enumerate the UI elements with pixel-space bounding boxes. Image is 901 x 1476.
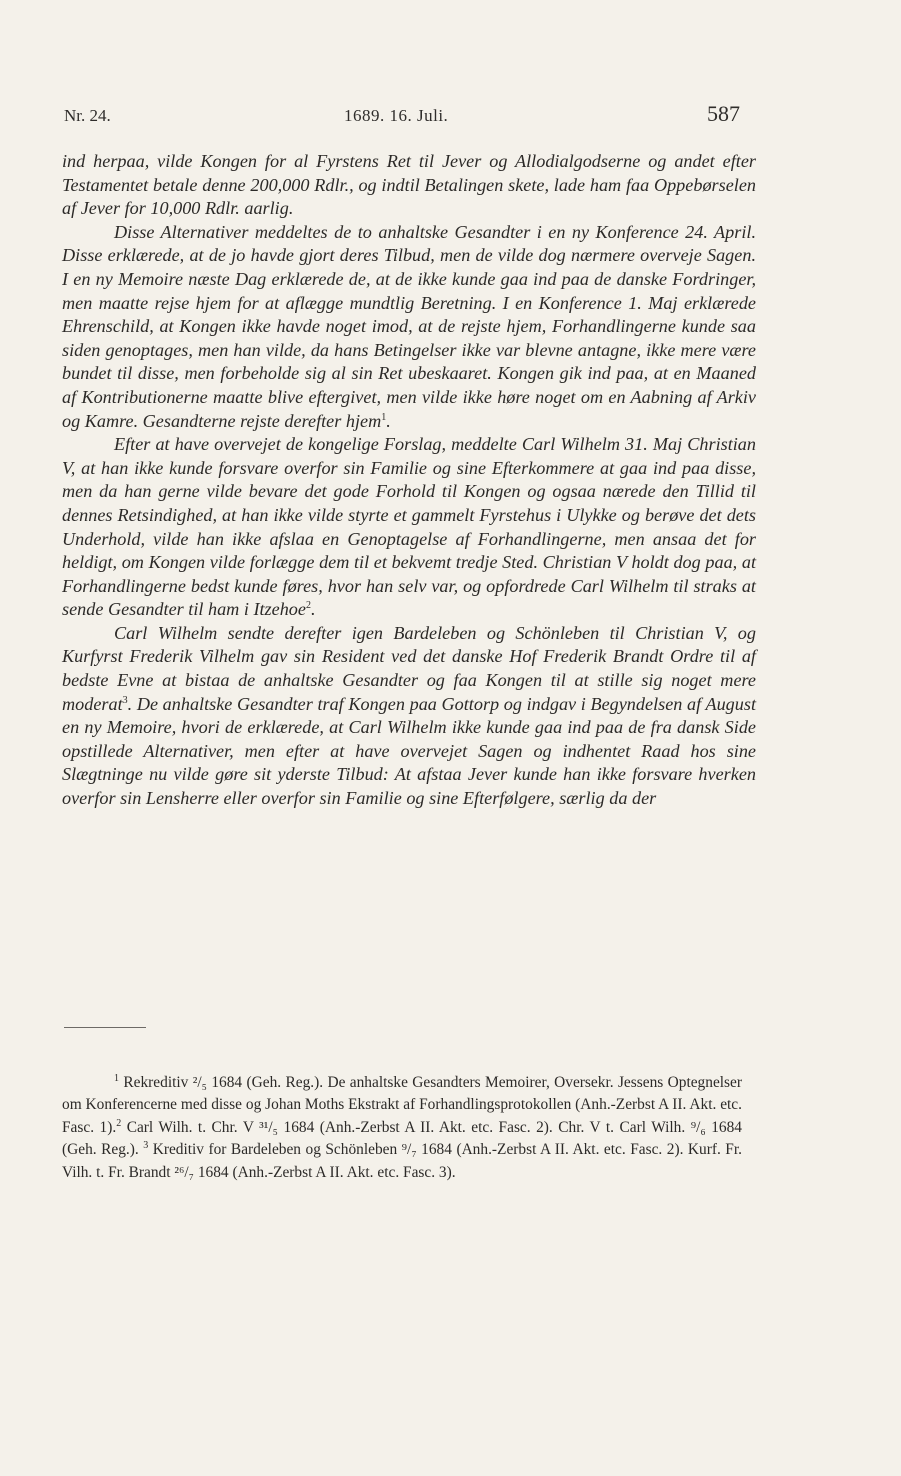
footnote-divider — [64, 1027, 146, 1028]
footnote-1-mark: 1 — [114, 1072, 119, 1084]
paragraph-4 — [62, 622, 756, 811]
footnote-1-text: Rekreditiv ²/₅ 1684 (Geh. Reg.). De anhaltske Gesandters Memoirer, Oversekr. Jessens Optegnelser om Konferencerne med disse og Johan Moths Ekstrakt af Forhandlingsprotokollen (Anh.-Zerbst A II. Akt. etc. Fasc. 1). — [62, 1074, 742, 1136]
paragraph-1 — [62, 150, 756, 221]
header-date: 1689. 16. Juli. — [344, 106, 449, 125]
footnote-2-mark: 2 — [116, 1117, 122, 1129]
paragraph-2-text: Disse Alternativer meddeltes de to anhaltske Gesandter i en ny Konference 24. April. Disse erklærede, at de jo havde gjort deres Tilbud, men de vilde dog nærmere overveje Sagen. I en ny Memoire næste Dag erklærede de, at de ikke kunde gaa ind paa de danske Fordringer, men maatte rejse hjem for at aflægge mundtlig Beretning. I en Konference 1. Maj erklærede Ehrenschild, at Kongen ikke havde noget imod, at de rejste hjem, Forhandlingerne kunde saa siden genoptages, men han vilde, da hans Betingelser ikke var blevne antagne, ikke mere være bundet til disse, men forbeholde sig al sin Ret ubeskaaret. Kongen gik ind paa, at en Maaned af Kontributionerne maatte blive eftergivet, men vilde ikke høre noget om en Aabning af Arkiv og Kamre. Gesandterne rejste derefter hjem — [62, 221, 756, 431]
running-header — [64, 101, 740, 128]
footnote-2-text: Carl Wilh. t. Chr. V ³¹/₅ 1684 (Anh.-Zerbst A II. Akt. etc. Fasc. 2). Chr. V t. Carl Wilh. ⁹/₆ 1684 (Geh. Reg.). — [62, 1118, 742, 1159]
footnote-1 — [62, 1072, 742, 1184]
paragraph-2-end: . — [386, 410, 391, 431]
paragraph-1-text: ind herpaa, vilde Kongen for al Fyrstens Ret til Jever og Allodialgodserne og andet efter Testamentet betale denne 200,000 Rdlr., og indtil Betalingen skete, lade ham faa Oppebørselen af Jever for 10,000 Rdlr. aarlig. — [62, 151, 756, 219]
page-number: 587 — [707, 101, 740, 126]
paragraph-2 — [62, 221, 756, 433]
paragraph-3-text: Efter at have overvejet de kongelige Forslag, meddelte Carl Wilhelm 31. Maj Christian V, at han ikke kunde forsvare overfor sin Familie og sine Efterkommere at gaa ind paa disse, men da han gerne vilde bevare det gode Forhold til Kongen og ogsaa nærede den Tillid til dennes Retsindighed, at han ikke vilde styrte et gammelt Fyrstehus i Ulykke og berøve det dets Underhold, vilde han ikke afslaa en Genoptagelse af Forhandlingerne, men ansaa det for heldigt, om Kongen vilde forlægge dem til et bekvemt tredje Sted. Christian V holdt dog paa, at Forhandlingerne bedst kunde føres, hvor han selv var, og opfordrede Carl Wilhelm til straks at sende Gesandter til ham i Itzehoe — [62, 434, 756, 620]
main-text — [62, 150, 756, 811]
paragraph-4-text: Carl Wilhelm sendte derefter igen Bardeleben og Schönleben til Christian V, og Kurfyrst Frederik Vilhelm gav sin Resident ved det danske Hof Frederik Brandt Ordre til af bedste Evne at bistaa de anhaltske Gesandter og faa Kongen til at stille sig noget mere moderat — [62, 622, 756, 714]
footnote-ref-3: 3 — [122, 694, 128, 706]
footnotes — [62, 1072, 742, 1184]
footnote-3-mark: 3 — [143, 1140, 149, 1152]
paragraph-3-end: . — [310, 599, 316, 620]
footnote-ref-2: 2 — [305, 600, 311, 612]
paragraph-4-rest: . De anhaltske Gesandter traf Kongen paa Gottorp og indgav i Begyndelsen af August en ny Memoire, hvori de erklærede, at Carl Wilhelm ikke kunde gaa ind paa de fra dansk Side opstillede Alternativer, men efter at have overvejet Sagen og indhentet Raad hos sine Slægtninge nu vilde gøre sit yderste Tilbud: At afstaa Jever kunde han ikke forsvare hverken overfor sin Lensherre eller overfor sin Familie og sine Efterfølgere, særlig da der — [62, 693, 756, 809]
series-number: Nr. 24. — [64, 106, 111, 125]
paragraph-3 — [62, 433, 756, 622]
footnote-ref-1: 1 — [381, 411, 387, 423]
footnote-3-text: Kreditiv for Bardeleben og Schönleben ⁹/₇ 1684 (Anh.-Zerbst A II. Akt. etc. Fasc. 2). Kurf. Fr. Vilh. t. Fr. Brandt ²⁶/₇ 1684 (Anh.-Zerbst A II. Akt. etc. Fasc. 3). — [62, 1141, 742, 1181]
